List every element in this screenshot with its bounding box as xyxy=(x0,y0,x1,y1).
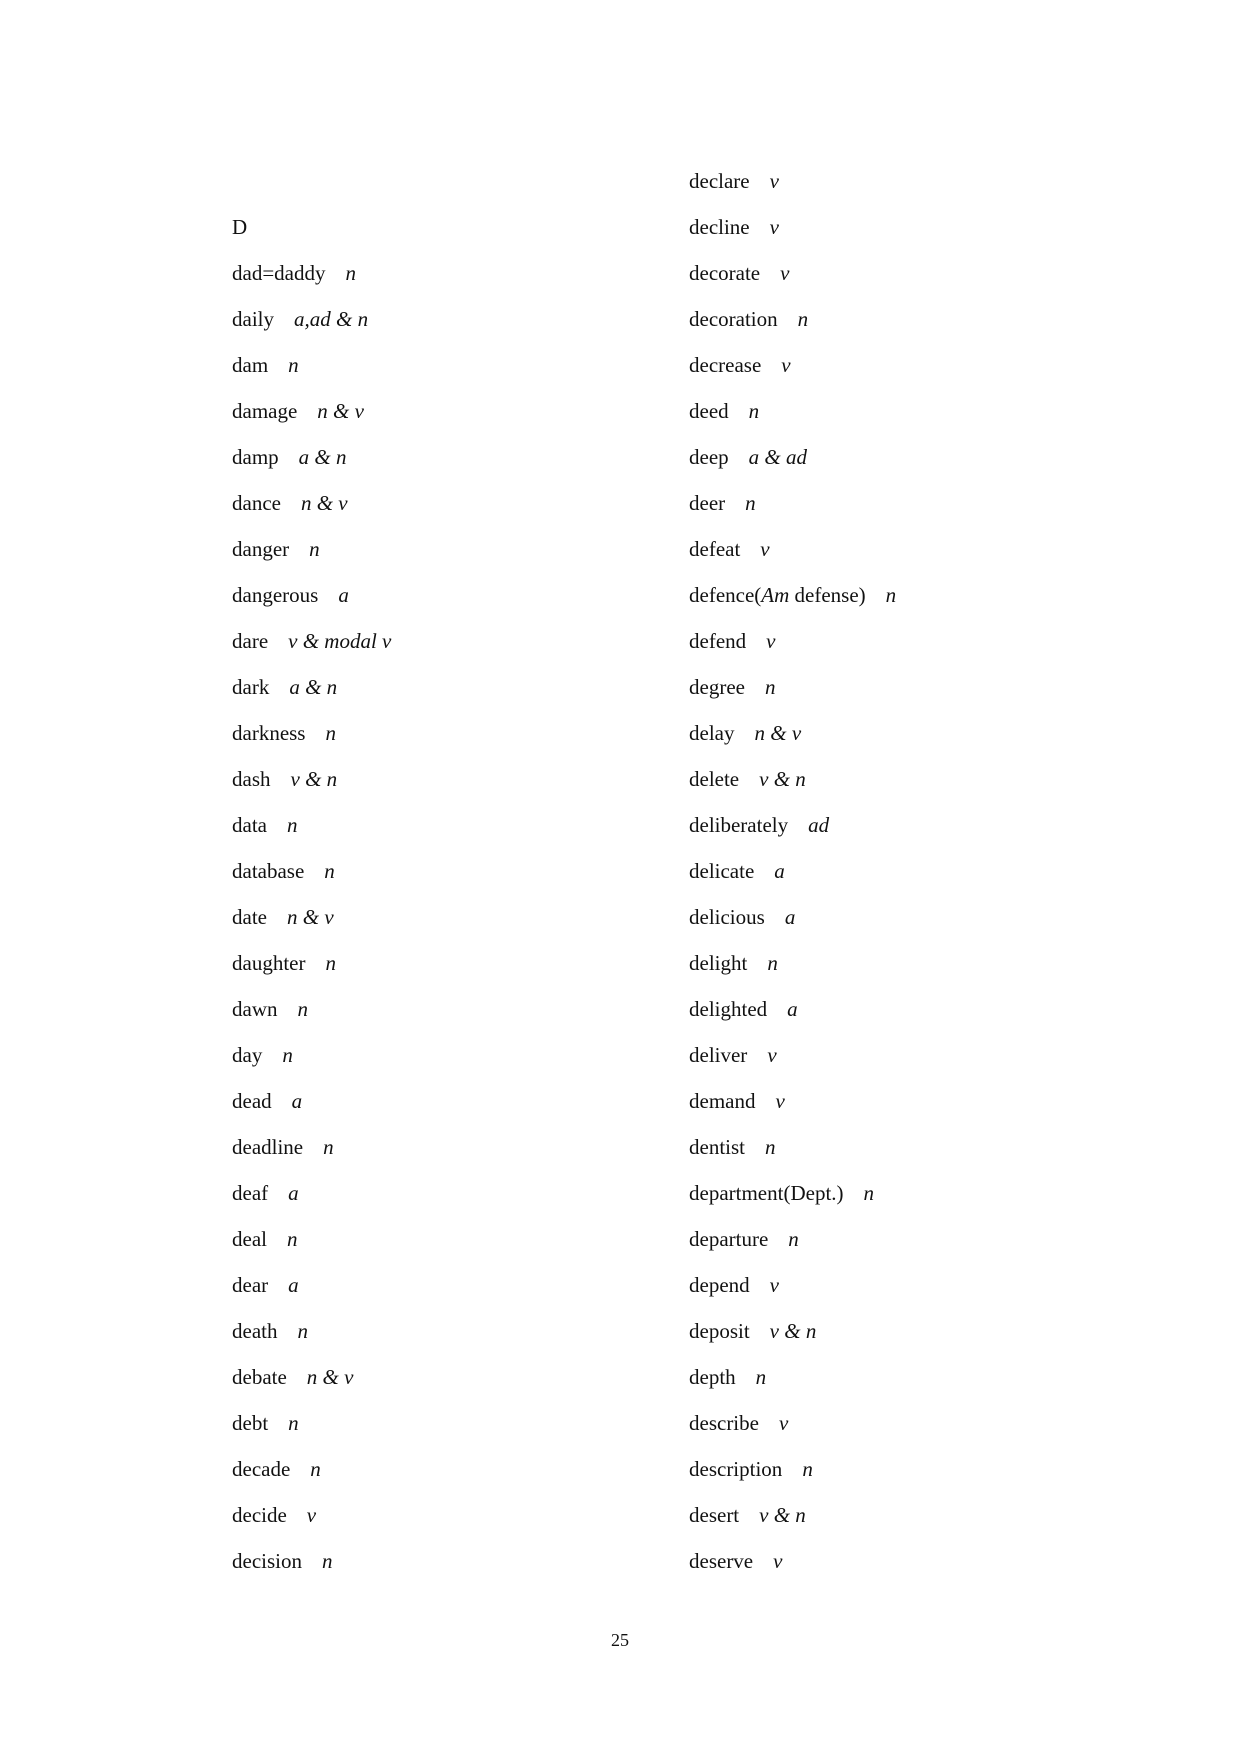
list-item xyxy=(232,439,652,485)
entry-pos: n xyxy=(286,813,298,837)
entry-pos: ad xyxy=(808,813,830,837)
list-item xyxy=(689,439,1109,485)
section-letter: D xyxy=(232,215,248,239)
entry-word: dead xyxy=(232,1089,272,1113)
entry-word: department(Dept.) xyxy=(689,1181,844,1205)
entry-pos: v xyxy=(769,169,779,193)
entry-word: degree xyxy=(689,675,745,699)
list-item xyxy=(232,807,652,853)
list-item xyxy=(232,623,652,669)
list-item xyxy=(689,945,1109,991)
entry-word: deep xyxy=(689,445,729,469)
entry-pos: a & ad xyxy=(748,445,807,469)
entry-word: deliver xyxy=(689,1043,748,1067)
entry-pos: n xyxy=(288,353,299,377)
entry-word: demand xyxy=(689,1089,756,1113)
entry-pos: a & n xyxy=(289,675,338,699)
list-item xyxy=(232,1037,652,1083)
entry-word: decide xyxy=(232,1503,287,1527)
entry-word: dangerous xyxy=(232,583,319,607)
entry-pos: a xyxy=(288,1273,299,1297)
entry-pos: v xyxy=(780,261,790,285)
entry-pos: n & v xyxy=(286,905,334,929)
entry-pos: n xyxy=(765,1135,776,1159)
entry-word: daily xyxy=(232,307,274,331)
entry-pos: n xyxy=(885,583,897,607)
entry-word: delicious xyxy=(689,905,765,929)
list-item xyxy=(232,577,652,623)
entry-word: describe xyxy=(689,1411,759,1435)
entry-pos: n xyxy=(310,1457,321,1481)
list-item xyxy=(232,1267,652,1313)
entry-word: damp xyxy=(232,445,279,469)
list-item xyxy=(689,1313,1109,1359)
list-item xyxy=(232,1313,652,1359)
entry-word: decorate xyxy=(689,261,761,285)
list-item xyxy=(689,209,1109,255)
section-letter-heading xyxy=(232,209,652,255)
entry-pos: n & v xyxy=(306,1365,354,1389)
entry-pos: n xyxy=(321,1549,333,1573)
entry-pos: n xyxy=(325,721,336,745)
list-item xyxy=(689,715,1109,761)
entry-word: depend xyxy=(689,1273,750,1297)
list-item xyxy=(232,393,652,439)
entry-word: dam xyxy=(232,353,269,377)
entry-pos: v & n xyxy=(769,1319,817,1343)
entry-word: deed xyxy=(689,399,729,423)
entry-pos: v xyxy=(775,1089,785,1113)
entry-word-tail: defense) xyxy=(789,583,866,607)
entry-pos: n & v xyxy=(300,491,348,515)
entry-pos: n xyxy=(755,1365,767,1389)
entry-pos: a,ad & n xyxy=(294,307,369,331)
list-item xyxy=(689,485,1109,531)
entry-pos: n xyxy=(324,859,335,883)
entry-pos: n xyxy=(286,1227,298,1251)
list-item xyxy=(689,623,1109,669)
entry-word: death xyxy=(232,1319,278,1343)
list-item xyxy=(689,1451,1109,1497)
list-item xyxy=(232,991,652,1037)
list-item xyxy=(689,393,1109,439)
entry-word: decade xyxy=(232,1457,291,1481)
list-item xyxy=(689,761,1109,807)
list-item xyxy=(689,1221,1109,1267)
entry-word: dear xyxy=(232,1273,269,1297)
entry-pos: n & v xyxy=(317,399,364,423)
entry-pos: a xyxy=(291,1089,303,1113)
entry-pos: n xyxy=(748,399,760,423)
entry-word: decrease xyxy=(689,353,762,377)
entry-word: delay xyxy=(689,721,735,745)
page-number: 25 xyxy=(611,1630,629,1650)
list-item xyxy=(689,255,1109,301)
list-item xyxy=(232,1543,652,1589)
entry-word: deal xyxy=(232,1227,267,1251)
entry-word: delicate xyxy=(689,859,755,883)
entry-pos: n xyxy=(297,1319,308,1343)
entry-pos: n xyxy=(325,951,336,975)
entry-pos: v xyxy=(778,1411,789,1435)
entry-pos: a & n xyxy=(298,445,347,469)
entry-word: delight xyxy=(689,951,748,975)
entry-word: darkness xyxy=(232,721,306,745)
entry-pos: v xyxy=(767,1043,777,1067)
entry-pos: n & v xyxy=(754,721,802,745)
list-item xyxy=(689,1497,1109,1543)
entry-word: dark xyxy=(232,675,270,699)
entry-pos: n xyxy=(797,307,809,331)
entry-pos: a xyxy=(784,905,796,929)
list-item xyxy=(689,347,1109,393)
list-item xyxy=(232,669,652,715)
list-item xyxy=(232,255,652,301)
entry-word: deposit xyxy=(689,1319,750,1343)
entry-word: daughter xyxy=(232,951,306,975)
entry-word: debt xyxy=(232,1411,269,1435)
entry-word: date xyxy=(232,905,267,929)
list-item xyxy=(232,1175,652,1221)
list-item xyxy=(689,301,1109,347)
list-item xyxy=(232,1221,652,1267)
entry-word: deer xyxy=(689,491,726,515)
entry-word: deaf xyxy=(232,1181,269,1205)
entry-word: decline xyxy=(689,215,750,239)
entry-word: dawn xyxy=(232,997,278,1021)
entry-pos: v xyxy=(769,1273,779,1297)
entry-pos: n xyxy=(767,951,778,975)
left-word-column xyxy=(232,163,652,1589)
list-item xyxy=(689,991,1109,1037)
list-item xyxy=(232,761,652,807)
entry-word: data xyxy=(232,813,267,837)
entry-pos: v xyxy=(773,1549,783,1573)
list-item xyxy=(232,531,652,577)
entry-word: danger xyxy=(232,537,290,561)
list-item xyxy=(689,531,1109,577)
entry-word: deserve xyxy=(689,1549,754,1573)
entry-word: dentist xyxy=(689,1135,745,1159)
list-item xyxy=(689,1037,1109,1083)
entry-word-italic: Am xyxy=(761,583,790,607)
entry-pos: n xyxy=(345,261,356,285)
entry-word: deliberately xyxy=(689,813,789,837)
list-item xyxy=(232,1405,652,1451)
entry-word: description xyxy=(689,1457,783,1481)
entry-word: damage xyxy=(232,399,298,423)
list-item xyxy=(232,715,652,761)
entry-pos: n xyxy=(745,491,756,515)
entry-pos: v xyxy=(766,629,776,653)
right-word-column xyxy=(689,163,1109,1589)
entry-pos: a xyxy=(288,1181,299,1205)
list-item xyxy=(689,1083,1109,1129)
list-item xyxy=(232,1451,652,1497)
entry-word: declare xyxy=(689,169,750,193)
list-item xyxy=(232,1129,652,1175)
entry-word: defend xyxy=(689,629,747,653)
entry-word: delete xyxy=(689,767,740,791)
list-item xyxy=(232,301,652,347)
entry-pos: n xyxy=(788,1227,799,1251)
list-item xyxy=(232,853,652,899)
entry-pos: a xyxy=(787,997,798,1021)
entry-pos: v & n xyxy=(759,1503,806,1527)
entry-pos: v xyxy=(769,215,779,239)
entry-word: database xyxy=(232,859,305,883)
entry-word: day xyxy=(232,1043,263,1067)
list-item xyxy=(232,1359,652,1405)
entry-word: deadline xyxy=(232,1135,304,1159)
entry-pos: v & modal v xyxy=(288,629,392,653)
list-item xyxy=(232,945,652,991)
list-item xyxy=(232,347,652,393)
entry-word: defeat xyxy=(689,537,741,561)
entry-pos: n xyxy=(764,675,776,699)
list-item xyxy=(232,1497,652,1543)
entry-pos: n xyxy=(323,1135,334,1159)
entry-pos: a xyxy=(774,859,785,883)
list-item xyxy=(689,669,1109,715)
entry-word: desert xyxy=(689,1503,740,1527)
list-item xyxy=(689,1175,1109,1221)
entry-word: depth xyxy=(689,1365,736,1389)
list-item xyxy=(689,1405,1109,1451)
entry-pos: n xyxy=(288,1411,299,1435)
entry-word: dare xyxy=(232,629,269,653)
entry-pos: n xyxy=(282,1043,293,1067)
entry-pos: v xyxy=(306,1503,317,1527)
list-item xyxy=(232,163,652,209)
list-item xyxy=(689,1543,1109,1589)
entry-word: dad=daddy xyxy=(232,261,326,285)
entry-word: dance xyxy=(232,491,281,515)
list-item xyxy=(689,1359,1109,1405)
entry-pos: n xyxy=(297,997,308,1021)
list-item xyxy=(232,1083,652,1129)
list-item xyxy=(689,577,1109,623)
list-item xyxy=(689,899,1109,945)
entry-word: departure xyxy=(689,1227,769,1251)
entry-pos: a xyxy=(338,583,349,607)
entry-pos: n xyxy=(863,1181,875,1205)
entry-pos: v & n xyxy=(759,767,806,791)
entry-pos: v & n xyxy=(290,767,338,791)
entry-word: defence( xyxy=(689,583,762,607)
entry-pos: n xyxy=(309,537,320,561)
list-item xyxy=(689,163,1109,209)
entry-word: dash xyxy=(232,767,271,791)
entry-pos: v xyxy=(781,353,791,377)
list-item xyxy=(689,1129,1109,1175)
entry-word: decoration xyxy=(689,307,778,331)
list-item xyxy=(689,853,1109,899)
list-item xyxy=(689,1267,1109,1313)
entry-word: decision xyxy=(232,1549,302,1573)
entry-word: delighted xyxy=(689,997,768,1021)
entry-pos: n xyxy=(802,1457,813,1481)
list-item xyxy=(232,485,652,531)
list-item xyxy=(689,807,1109,853)
entry-word: debate xyxy=(232,1365,287,1389)
entry-pos: v xyxy=(760,537,770,561)
list-item xyxy=(232,899,652,945)
